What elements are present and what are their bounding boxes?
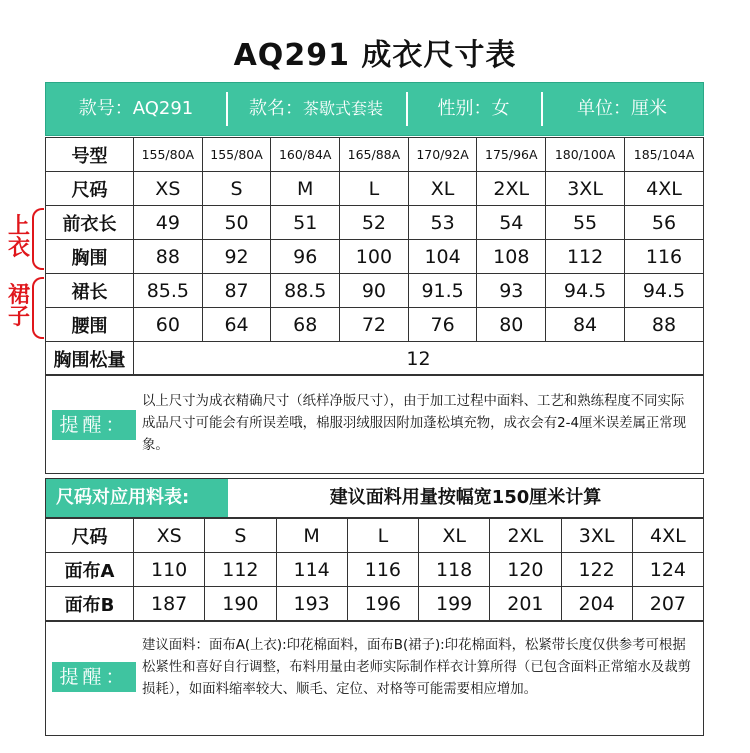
table-cell: 116 — [625, 240, 704, 274]
unit: 单位：厘米 — [541, 82, 703, 136]
table-row — [46, 553, 704, 587]
table-cell: 122 — [561, 553, 632, 587]
bust-ease-value: 12 — [134, 342, 704, 376]
table-cell: 90 — [340, 274, 409, 308]
row-label: 尺码 — [46, 519, 134, 553]
table-cell: 96 — [271, 240, 340, 274]
table-cell: 110 — [134, 553, 205, 587]
table-cell: 93 — [477, 274, 546, 308]
table-cell: 185/104A — [625, 138, 704, 172]
table-cell: 88.5 — [271, 274, 340, 308]
table-cell: 196 — [347, 587, 418, 621]
row-label: 号型 — [46, 138, 134, 172]
table-cell: 104 — [408, 240, 477, 274]
remark-tag: 提醒： — [52, 662, 136, 692]
table-cell: 55 — [546, 206, 625, 240]
table-cell: 120 — [490, 553, 561, 587]
table-cell: 180/100A — [546, 138, 625, 172]
table-cell: 199 — [419, 587, 490, 621]
table-cell: 94.5 — [546, 274, 625, 308]
table-cell: 118 — [419, 553, 490, 587]
top-garment-label: 上衣 — [8, 214, 31, 261]
top-garment-brace — [32, 208, 44, 270]
style-name: 款名：茶歇式套装 — [226, 82, 406, 136]
table-cell: 207 — [632, 587, 703, 621]
table-cell: 190 — [205, 587, 276, 621]
table-cell: L — [347, 519, 418, 553]
fabric-table — [45, 518, 704, 621]
table-cell: 72 — [340, 308, 409, 342]
size-table — [45, 137, 704, 376]
table-cell: 193 — [276, 587, 347, 621]
table-cell: 52 — [340, 206, 409, 240]
remark-text: 以上尺寸为成衣精确尺寸（纸样净版尺寸），由于加工过程中面料、工艺和熟练程度不同实际成品尺寸可能会有所误差哦，棉服羽绒服因附加蓬松填充物，成衣会有2-4厘米误差属正常现象。 — [142, 394, 687, 453]
table-cell: 56 — [625, 206, 704, 240]
table-cell: 160/84A — [271, 138, 340, 172]
table-cell: 4XL — [632, 519, 703, 553]
table-cell: 60 — [134, 308, 203, 342]
row-label: 尺码 — [46, 172, 134, 206]
table-cell: XS — [134, 519, 205, 553]
table-cell: S — [202, 172, 271, 206]
table-cell: 124 — [632, 553, 703, 587]
table-cell: 204 — [561, 587, 632, 621]
table-row — [46, 587, 704, 621]
table-cell: 92 — [202, 240, 271, 274]
table-cell: 3XL — [561, 519, 632, 553]
table-cell: XL — [419, 519, 490, 553]
table-cell: 165/88A — [340, 138, 409, 172]
row-label: 胸围 — [46, 240, 134, 274]
table-row — [46, 274, 704, 308]
table-cell: 54 — [477, 206, 546, 240]
table-cell: 49 — [134, 206, 203, 240]
table-cell: 64 — [202, 308, 271, 342]
table-cell: S — [205, 519, 276, 553]
table-row — [46, 172, 704, 206]
table-cell: 100 — [340, 240, 409, 274]
table-row — [46, 240, 704, 274]
fabric-header-note: 建议面料用量按幅宽150厘米计算 — [329, 487, 602, 508]
skirt-label: 裙子 — [8, 283, 31, 330]
row-label: 胸围松量 — [46, 342, 134, 376]
gender: 性别：女 — [406, 82, 541, 136]
table-row — [46, 206, 704, 240]
table-row — [46, 308, 704, 342]
fabric-header — [45, 478, 704, 518]
table-cell: 112 — [546, 240, 625, 274]
row-label: 面布A — [46, 553, 134, 587]
table-cell: 155/80A — [134, 138, 203, 172]
table-row — [46, 342, 704, 376]
table-cell: 88 — [625, 308, 704, 342]
table-cell: XS — [134, 172, 203, 206]
table-cell: 201 — [490, 587, 561, 621]
product-info-bar — [45, 82, 704, 136]
table-cell: 91.5 — [408, 274, 477, 308]
style-number: 款号：AQ291 — [78, 98, 194, 119]
table-cell: M — [271, 172, 340, 206]
table-cell: 108 — [477, 240, 546, 274]
table-cell: 51 — [271, 206, 340, 240]
row-label: 面布B — [46, 587, 134, 621]
table-cell: 114 — [276, 553, 347, 587]
skirt-brace — [32, 277, 44, 339]
table-cell: 2XL — [477, 172, 546, 206]
table-cell: 68 — [271, 308, 340, 342]
table-cell: 3XL — [546, 172, 625, 206]
table-cell: 175/96A — [477, 138, 546, 172]
table-cell: 94.5 — [625, 274, 704, 308]
table-cell: XL — [408, 172, 477, 206]
table-cell: L — [340, 172, 409, 206]
table-cell: 116 — [347, 553, 418, 587]
remark-box-1 — [45, 374, 704, 474]
table-cell: 80 — [477, 308, 546, 342]
table-cell: 2XL — [490, 519, 561, 553]
table-row — [46, 138, 704, 172]
fabric-header-tag: 尺码对应用料表: — [46, 479, 228, 517]
table-cell: 155/80A — [202, 138, 271, 172]
table-cell: 187 — [134, 587, 205, 621]
table-cell: 53 — [408, 206, 477, 240]
table-cell: 88 — [134, 240, 203, 274]
table-cell: 170/92A — [408, 138, 477, 172]
row-label: 腰围 — [46, 308, 134, 342]
table-cell: 85.5 — [134, 274, 203, 308]
remark-text: 建议面料：面布A(上衣):印花棉面料，面布B(裙子):印花棉面料，松紧带长度仅供参考可根据松紧性和喜好自行调整，布料用量由老师实际制作样衣计算所得（已包含面料正常缩水及裁剪损耗），如面料缩率较大、顺毛、定位、对格等可能需要相应增加。 — [142, 638, 692, 697]
remark-tag: 提醒： — [52, 410, 136, 440]
table-cell: 50 — [202, 206, 271, 240]
table-cell: 112 — [205, 553, 276, 587]
table-cell: 87 — [202, 274, 271, 308]
row-label: 裙长 — [46, 274, 134, 308]
page-title: AQ291 成衣尺寸表 — [233, 38, 517, 73]
row-label: 前衣长 — [46, 206, 134, 240]
table-cell: 76 — [408, 308, 477, 342]
table-row — [46, 519, 704, 553]
table-cell: M — [276, 519, 347, 553]
table-cell: 84 — [546, 308, 625, 342]
table-cell: 4XL — [625, 172, 704, 206]
remark-box-2 — [45, 621, 704, 736]
